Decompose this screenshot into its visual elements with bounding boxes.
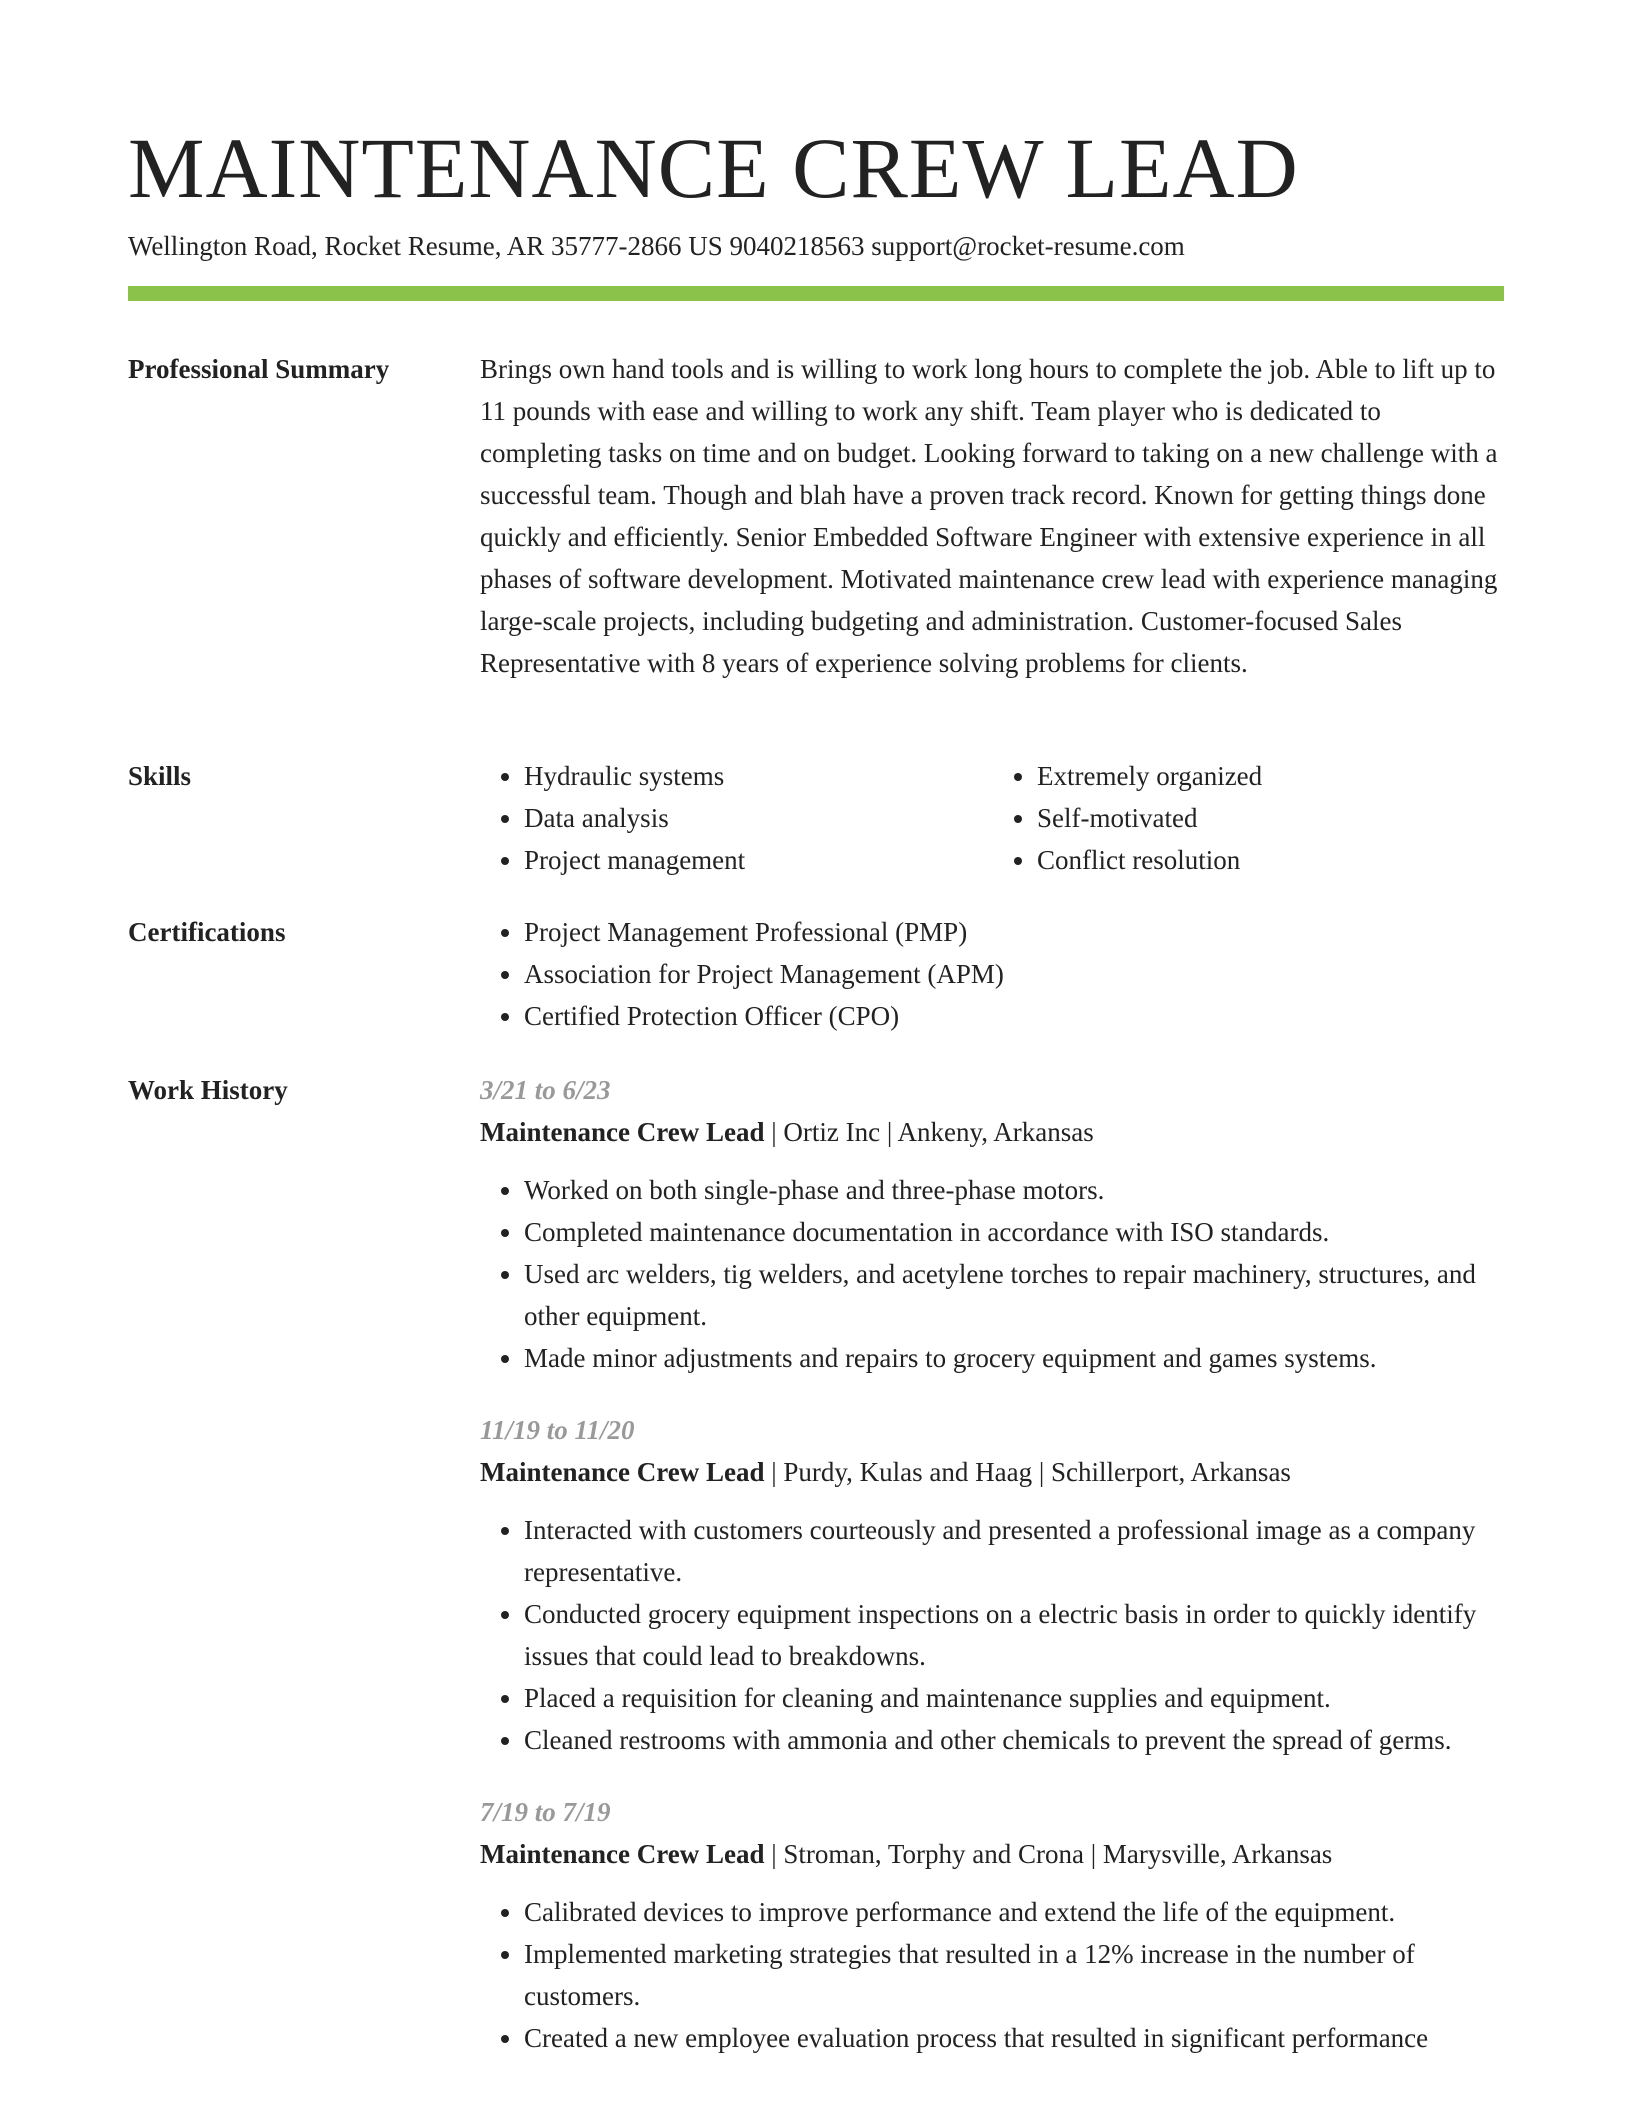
section-body — [480, 1069, 1506, 2089]
certifications-list — [480, 911, 1506, 1037]
job-title: Maintenance Crew Lead — [480, 1839, 765, 1869]
job-dates: 7/19 to 7/19 — [480, 1797, 611, 1827]
header-accent-rule — [128, 286, 1504, 301]
job-dates: 11/19 to 11/20 — [480, 1415, 635, 1445]
list-item: • Hydraulic systems — [524, 755, 993, 797]
list-item: • Extremely organized — [1037, 755, 1506, 797]
job-title-line — [480, 1451, 1506, 1493]
list-item: • Created a new employee evaluation process that resulted in significant performance — [524, 2017, 1506, 2059]
job-title-line — [480, 1833, 1506, 1875]
list-item: • Data analysis — [524, 797, 993, 839]
contact-line: Wellington Road, Rocket Resume, AR 35777-2866 US 9040218563 support@rocket-resume.com — [128, 231, 1185, 261]
job-entry — [480, 1409, 1506, 1761]
list-item: • Project management — [524, 839, 993, 881]
summary-text: Brings own hand tools and is willing to work long hours to complete the job. Able to lift up to 11 pounds with ease and willing to work any shift. Team player who is dedicated to completing tasks on time and on budget. Looking forward to taking on a new challenge with a successful team. Though and blah have a proven track record. Known for getting things done quickly and efficiently. Senior Embedded Software Engineer with extensive experience in all phases of software development. Motivated maintenance crew lead with experience managing large-scale projects, including budgeting and administration. Customer-focused Sales Representative with 8 years of experience solving problems for clients. — [480, 354, 1498, 678]
job-bullets — [480, 1509, 1506, 1761]
candidate-name: MAINTENANCE CREW LEAD — [128, 120, 1299, 216]
list-item: • Certified Protection Officer (CPO) — [524, 995, 1506, 1037]
job-bullets — [480, 1891, 1506, 2059]
list-item: • Self-motivated — [1037, 797, 1506, 839]
list-item: • Implemented marketing strategies that resulted in a 12% increase in the number of customers. — [524, 1933, 1506, 2017]
list-item: • Made minor adjustments and repairs to grocery equipment and games systems. — [524, 1337, 1506, 1379]
section-label: Professional Summary — [128, 354, 390, 384]
skills-list-left — [480, 755, 993, 881]
list-item: • Project Management Professional (PMP) — [524, 911, 1506, 953]
job-title: Maintenance Crew Lead — [480, 1457, 765, 1487]
job-title-line — [480, 1111, 1506, 1153]
section-label: Certifications — [128, 917, 286, 947]
job-title: Maintenance Crew Lead — [480, 1117, 765, 1147]
section-label: Skills — [128, 761, 192, 791]
list-item: • Worked on both single-phase and three-phase motors. — [524, 1169, 1506, 1211]
section-body — [480, 348, 1506, 684]
job-details: | Purdy, Kulas and Haag | Schillerport, Arkansas — [764, 1457, 1291, 1487]
job-entry — [480, 1069, 1506, 1379]
job-entry — [480, 1791, 1506, 2059]
list-item: • Placed a requisition for cleaning and maintenance supplies and equipment. — [524, 1677, 1506, 1719]
job-bullets — [480, 1169, 1506, 1379]
job-details: | Stroman, Torphy and Crona | Marysville, Arkansas — [764, 1839, 1333, 1869]
list-item: • Association for Project Management (APM) — [524, 953, 1506, 995]
section-body — [480, 911, 1506, 1037]
list-item: • Cleaned restrooms with ammonia and other chemicals to prevent the spread of germs. — [524, 1719, 1506, 1761]
job-dates: 3/21 to 6/23 — [480, 1075, 611, 1105]
list-item: • Interacted with customers courteously and presented a professional image as a company representative. — [524, 1509, 1506, 1593]
list-item: • Used arc welders, tig welders, and acetylene torches to repair machinery, structures, and other equipment. — [524, 1253, 1506, 1337]
job-details: | Ortiz Inc | Ankeny, Arkansas — [764, 1117, 1094, 1147]
section-label: Work History — [128, 1075, 288, 1105]
list-item: • Conducted grocery equipment inspections on a electric basis in order to quickly identify issues that could lead to breakdowns. — [524, 1593, 1506, 1677]
skills-list-right — [993, 755, 1506, 881]
skills-columns — [480, 755, 1506, 881]
list-item: • Calibrated devices to improve performance and extend the life of the equipment. — [524, 1891, 1506, 1933]
list-item: • Conflict resolution — [1037, 839, 1506, 881]
list-item: • Completed maintenance documentation in accordance with ISO standards. — [524, 1211, 1506, 1253]
resume-header — [128, 118, 1504, 264]
